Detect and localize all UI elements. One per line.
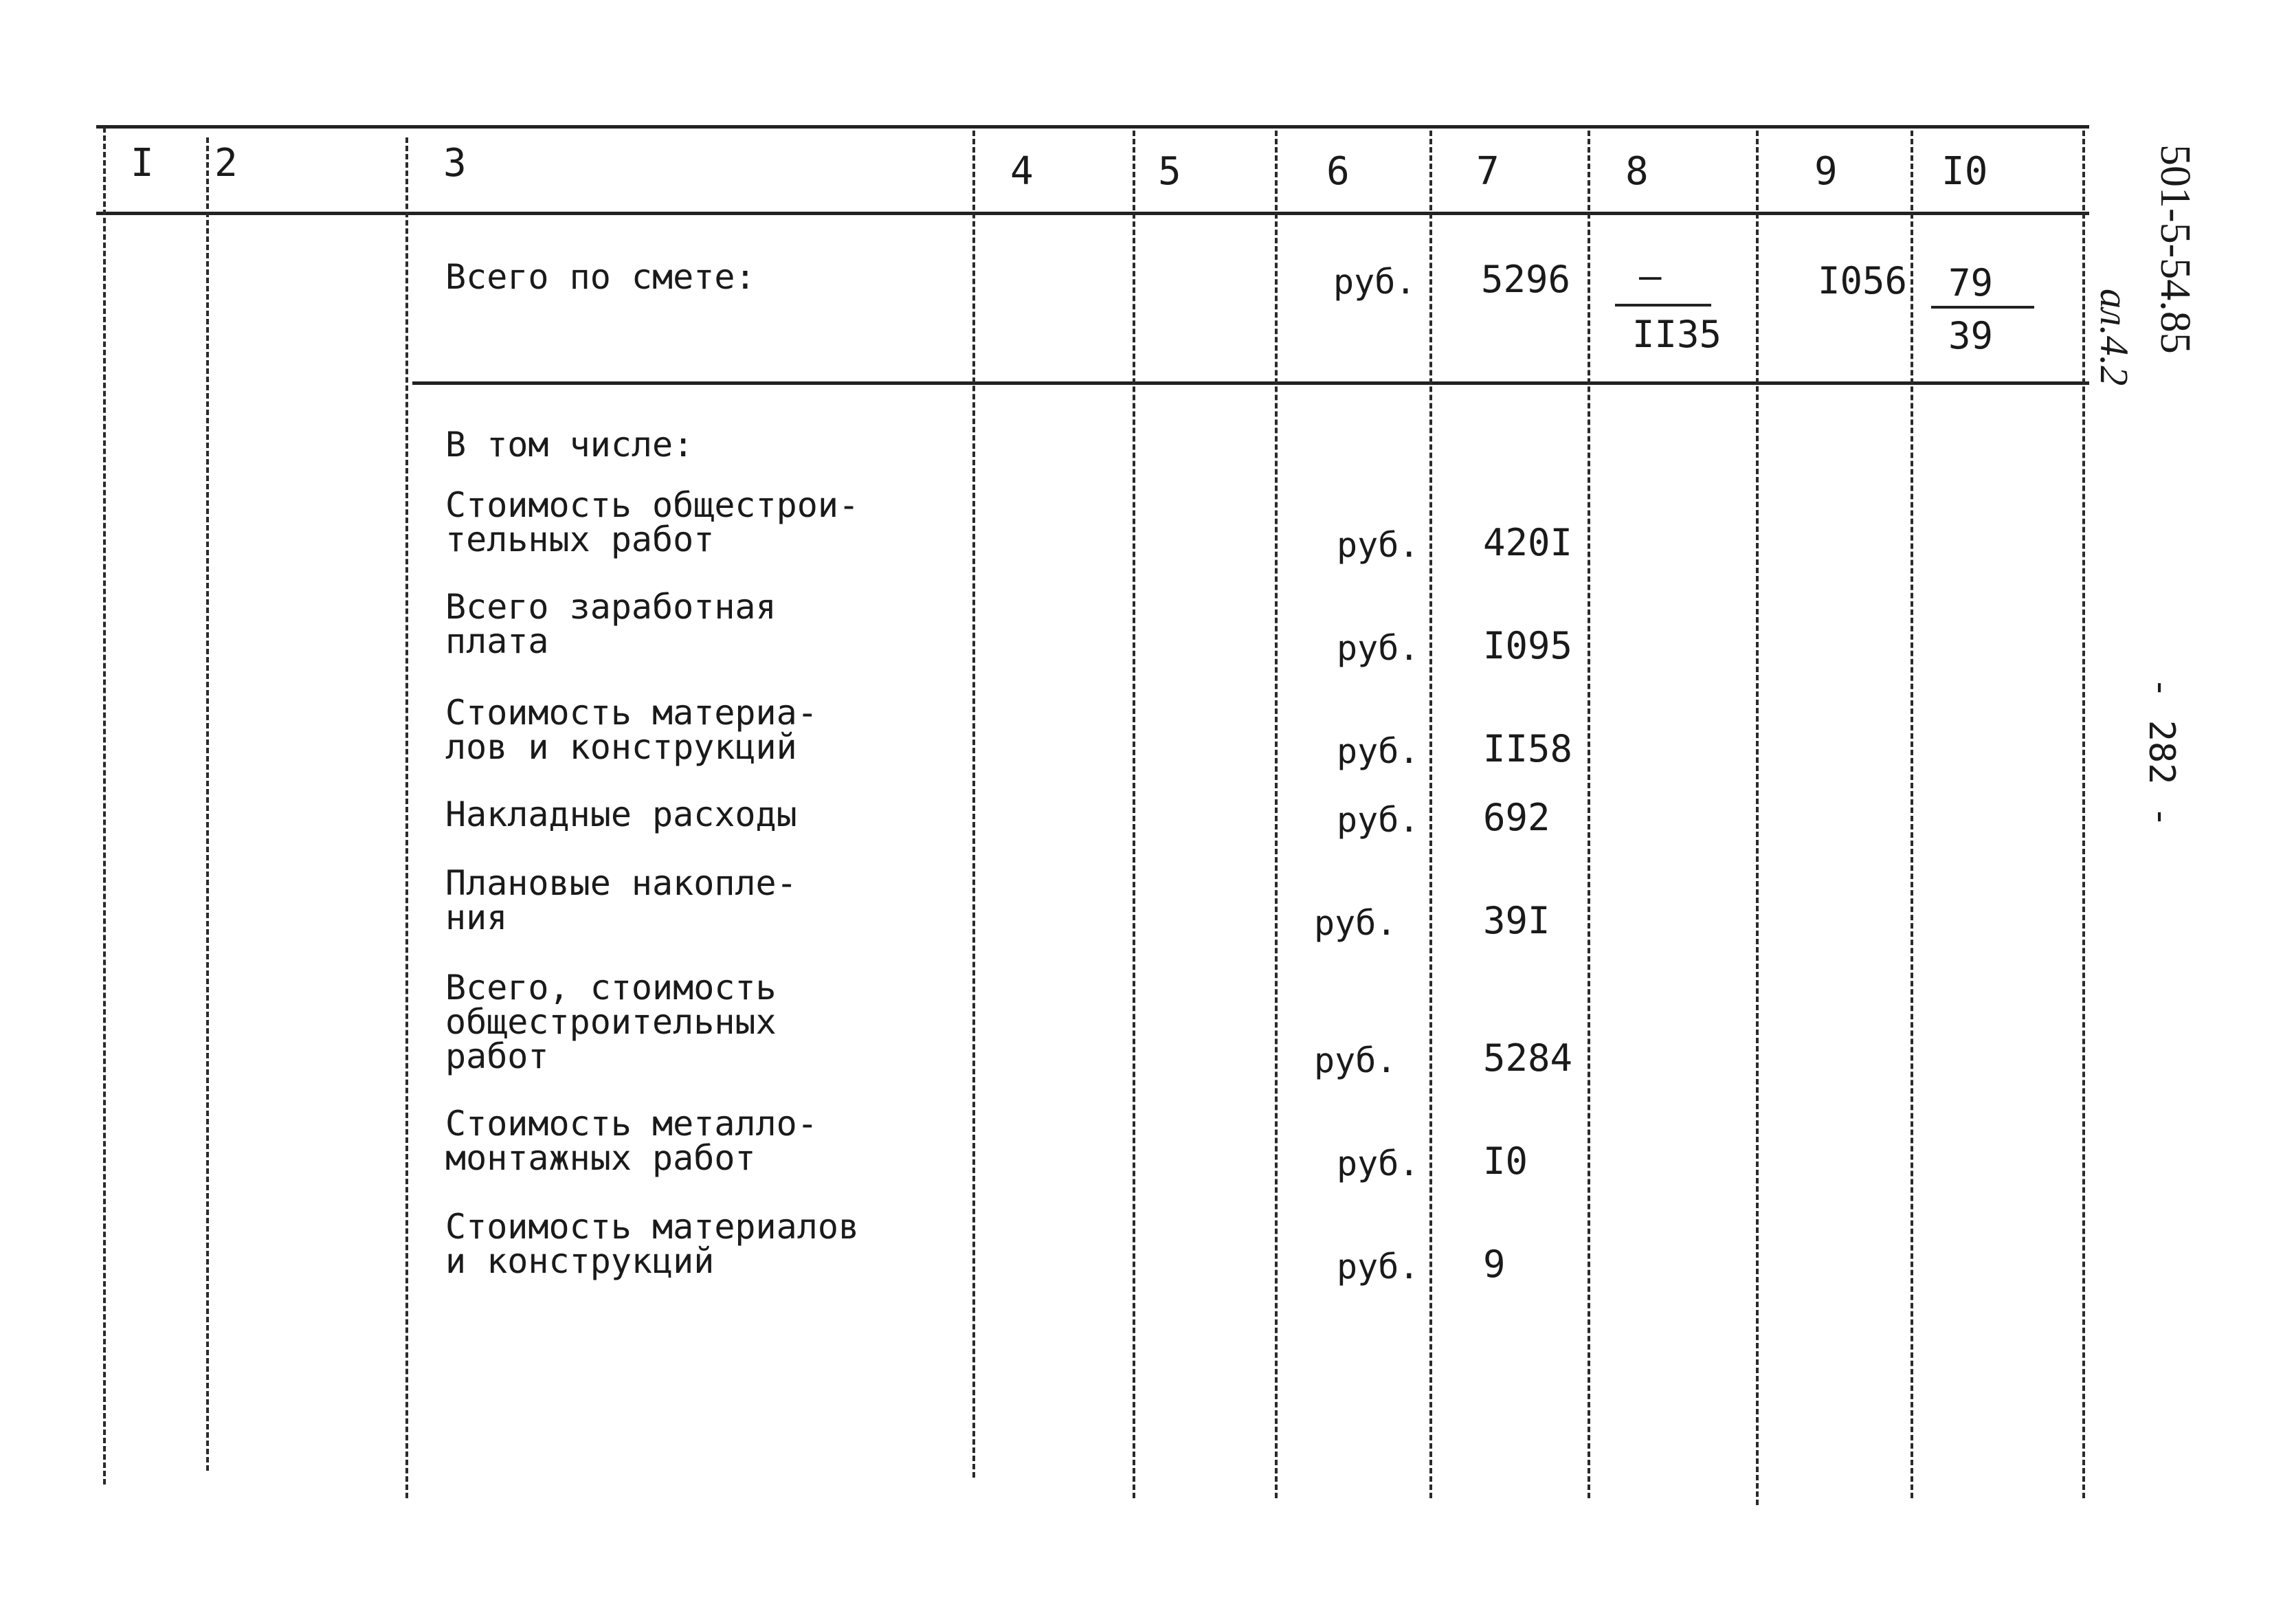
total-label: Всего по смете: <box>445 257 756 297</box>
total-col8-dash: – <box>1639 254 1662 298</box>
column-separator <box>1588 131 1590 1498</box>
column-header: 2 <box>214 141 238 186</box>
row-value: 39I <box>1483 899 1550 942</box>
fraction-line <box>1931 306 2034 309</box>
row-label: Стоимость металло- монтажных работ <box>445 1104 818 1178</box>
column-separator <box>1756 131 1759 1505</box>
unit-label: руб. <box>1337 1144 1420 1183</box>
unit-label: руб. <box>1314 903 1397 943</box>
row-label: Всего заработная плата <box>445 587 777 661</box>
total-col10-numerator: 79 <box>1948 261 1994 304</box>
column-header: 4 <box>1010 149 1034 194</box>
row-value: 9 <box>1483 1243 1506 1286</box>
column-header: 9 <box>1814 149 1838 194</box>
unit-label: руб. <box>1337 1247 1420 1287</box>
total-col9-value: I056 <box>1818 259 1908 302</box>
total-col7-value: 5296 <box>1481 258 1571 301</box>
column-separator <box>103 127 106 1484</box>
unit-label: руб. <box>1314 1041 1397 1080</box>
column-separator <box>972 131 975 1478</box>
column-header: 7 <box>1476 149 1500 194</box>
column-separator <box>1133 131 1135 1498</box>
document-code: 501-5-54.85 <box>2152 144 2198 354</box>
total-row-rule <box>412 381 2089 385</box>
album-number: ал.4.2 <box>2092 289 2137 386</box>
unit-label: руб. <box>1337 800 1420 840</box>
column-separator <box>206 137 209 1471</box>
row-value: 5284 <box>1483 1036 1573 1080</box>
column-header: 8 <box>1625 149 1649 194</box>
row-label: Стоимость общестрои- тельных работ <box>445 485 860 559</box>
unit-label: руб. <box>1333 262 1416 302</box>
page-number: - 282 - <box>2141 677 2182 828</box>
unit-label: руб. <box>1337 731 1420 771</box>
row-value: I095 <box>1483 624 1573 667</box>
header-bottom-rule <box>96 212 2089 215</box>
unit-label: руб. <box>1337 525 1420 565</box>
column-separator <box>1911 131 1913 1498</box>
fraction-line <box>1615 304 1711 307</box>
column-header: 5 <box>1158 149 1181 194</box>
row-label: Стоимость материалов и конструкций <box>445 1207 860 1281</box>
row-value: I0 <box>1483 1139 1528 1183</box>
row-value: II58 <box>1483 727 1573 770</box>
row-label: Накладные расходы <box>445 794 797 834</box>
column-header: 3 <box>443 141 467 186</box>
column-header: I <box>131 141 154 186</box>
table-top-rule <box>96 125 2089 129</box>
column-separator <box>1429 131 1432 1498</box>
row-label: Стоимость материа- лов и конструкций <box>445 693 818 767</box>
column-separator <box>405 137 408 1498</box>
unit-label: руб. <box>1337 628 1420 668</box>
column-separator <box>1275 131 1278 1498</box>
subheading: В том числе: <box>445 425 694 465</box>
total-col8-value: II35 <box>1632 313 1722 356</box>
row-label: Всего, стоимость общестроительных работ <box>445 968 777 1076</box>
row-value: 692 <box>1483 796 1550 839</box>
row-label: Плановые накопле- ния <box>445 863 797 937</box>
column-header: I0 <box>1941 149 1988 194</box>
column-header: 6 <box>1326 149 1350 194</box>
column-separator <box>2082 131 2085 1498</box>
total-col10-denominator: 39 <box>1948 314 1994 357</box>
row-value: 420I <box>1483 521 1573 564</box>
